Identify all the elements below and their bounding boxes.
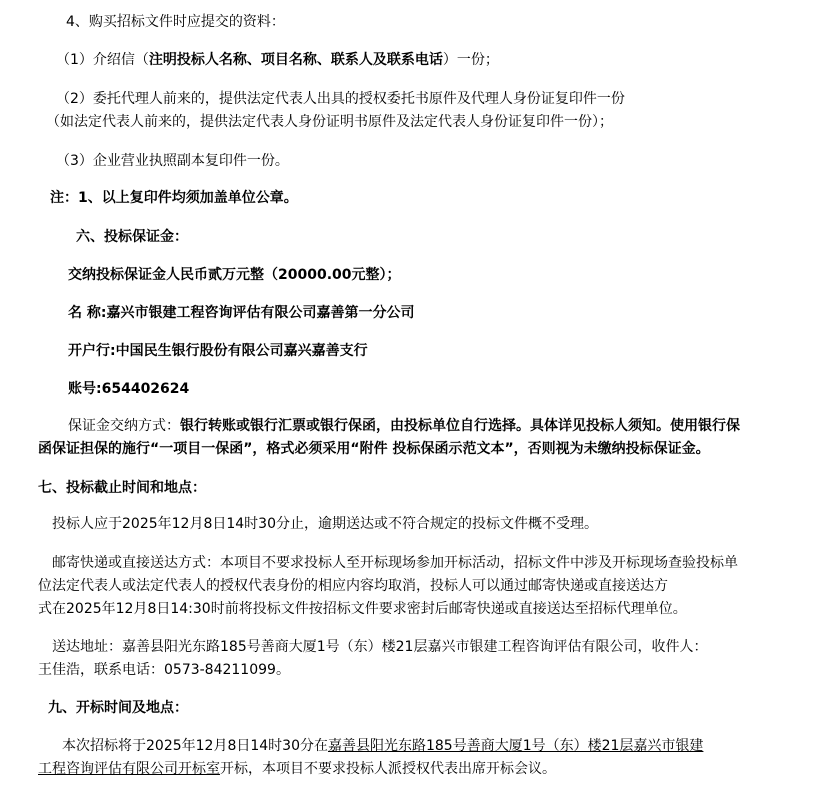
account-name: 名 称:嘉兴市银建工程咨询评估有限公司嘉善第一分公司	[68, 305, 415, 321]
bid-opening-suffix: 开标，本项目不要求投标人派授权代表出席开标会议。	[220, 761, 556, 777]
section7-heading: 七、投标截止时间和地点：	[38, 480, 206, 496]
section4-item2-line1: （2）委托代理人前来的，提供法定代表人出具的授权委托书原件及代理人身份证复印件一份	[56, 91, 625, 107]
section9-heading	[48, 699, 188, 717]
bid-opening-prefix: 本次招标将于2025年12月8日14时30分在	[62, 738, 328, 754]
deposit-method-line1	[68, 417, 740, 435]
section9-heading-text: 九、开标时间及地点：	[48, 700, 188, 716]
bid-opening-location1: 嘉善县阳光东路185号善商大厦1号（东）楼21层嘉兴市银建	[327, 738, 704, 754]
bid-opening-line1	[62, 737, 703, 755]
section6-heading	[76, 228, 188, 246]
section6-heading-text: 六、投标保证金：	[76, 229, 188, 245]
bank-name: 开户行:中国民生银行股份有限公司嘉兴嘉善支行	[68, 343, 368, 359]
submission-deadline: 投标人应于2025年12月8日14时30分止，逾期送达或不符合规定的投标文件概不受理。	[52, 516, 598, 532]
mail-delivery-line2: 位法定代表人或法定代表人的授权代表身份的相应内容均取消，投标人可以通过邮寄快递或直接送达方	[38, 578, 668, 594]
item1-bold: 注明投标人名称、项目名称、联系人及联系电话	[148, 52, 443, 68]
item1-suffix: ）一份；	[442, 52, 499, 68]
section4-item3: （3）企业营业执照副本复印件一份。	[56, 153, 289, 169]
bid-opening-location2: 工程咨询评估有限公司开标室	[38, 761, 220, 777]
section4-note: 注：1、以上复印件均须加盖单位公章。	[50, 190, 298, 206]
mail-delivery-line3: 式在2025年12月8日14:30时前将投标文件按招标文件要求密封后邮寄快递或直接送达至招标代理单位。	[38, 601, 687, 617]
delivery-address-line1: 送达地址：嘉善县阳光东路185号善商大厦1号（东）楼21层嘉兴市银建工程咨询评估有限公司，收件人：	[52, 639, 708, 655]
bid-opening-line2	[38, 760, 556, 778]
section4-heading: 4、购买招标文件时应提交的资料：	[66, 14, 285, 30]
section4-item2-line2: （如法定代表人前来的，提供法定代表人身份证明书原件及法定代表人身份证复印件一份）；	[46, 114, 613, 130]
deposit-amount: 交纳投标保证金人民币贰万元整（20000.00元整）；	[68, 267, 401, 283]
item1-prefix: （1）介绍信（	[56, 52, 149, 68]
deposit-method-text1: 银行转账或银行汇票或银行保函，由投标单位自行选择。具体详见投标人须知。使用银行保	[180, 418, 740, 434]
section4-item1	[56, 51, 499, 69]
mail-delivery-line1: 邮寄快递或直接送达方式：本项目不要求投标人至开标现场参加开标活动，招标文件中涉及开标现场查验投标单	[52, 555, 738, 571]
deposit-method-line2: 函保证担保的施行“一项目一保函”，格式必须采用“附件 投标保函示范文本”，否则视为未缴纳投标保证金。	[38, 441, 710, 457]
account-number: 账号:654402624	[68, 381, 190, 397]
deposit-method-label: 保证金交纳方式：	[68, 418, 180, 434]
delivery-address-line2: 王佳浩，联系电话：0573-84211099。	[38, 662, 290, 678]
